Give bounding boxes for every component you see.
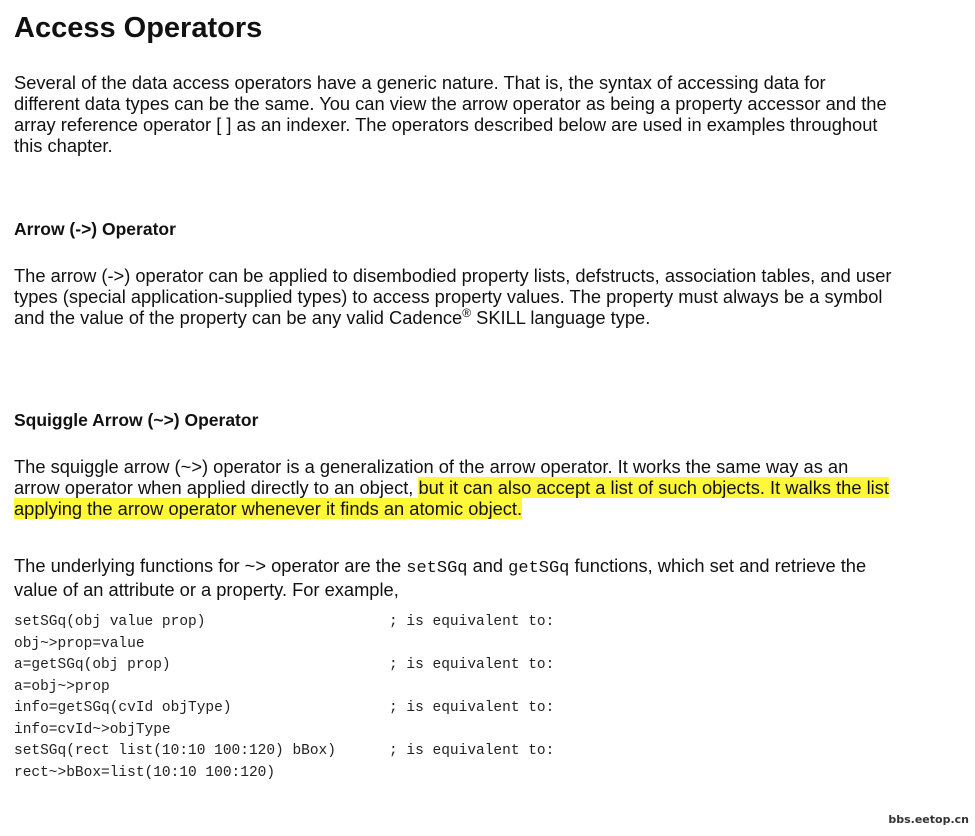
arrow-operator-heading: Arrow (->) Operator — [14, 219, 176, 239]
code-statement: info=cvId~>objType — [14, 721, 171, 738]
code-comment: ; is equivalent to: — [389, 657, 555, 673]
code-line — [14, 677, 554, 699]
squiggle-operator-body — [14, 456, 894, 519]
code-comment: ; is equivalent to: — [389, 614, 555, 630]
squiggle-text: The squiggle arrow (~>) operator is a generalization of the arrow operator. It works the same way as an arrow operator when applied directly to an object, — [14, 456, 849, 498]
code-statement: obj~>prop=value — [14, 635, 145, 652]
code-statement: info=getSGq(cvId objType) — [14, 700, 232, 716]
watermark: bbs.eetop.cn — [888, 813, 969, 826]
underlying-functions-paragraph — [14, 555, 894, 600]
squiggle-operator-heading: Squiggle Arrow (~>) Operator — [14, 410, 259, 430]
highlighted-text: but it can also accept a list of such objects. It walks the list applying the arrow operator whenever it finds an atomic object. — [14, 477, 889, 519]
intro-paragraph: Several of the data access operators have a generic nature. That is, the syntax of accessing data for different data types can be the same. You can view the arrow operator as being a property accessor and the array reference operator [ ] as an indexer. The operators described below are used in examples throughout this chapter. — [14, 72, 887, 156]
setsgq-function: setSGq — [406, 559, 468, 578]
getsgq-function: getSGq — [508, 559, 570, 578]
squiggle-operator-paragraph — [14, 456, 894, 519]
code-line — [14, 741, 554, 763]
underlying-text-c: functions, which set and retrieve the value of an attribute or a property. For example, — [14, 555, 867, 600]
code-line — [14, 634, 554, 656]
code-example — [14, 612, 554, 784]
code-line — [14, 698, 554, 720]
intro-section — [14, 72, 894, 156]
code-statement: a=obj~>prop — [14, 678, 110, 695]
code-line — [14, 720, 554, 742]
arrow-text: The arrow (->) operator can be applied to disembodied property lists, defstructs, association tables, and user types (special application-supplied types) to access property values. The property must always be a symbol and the value of the property can be any valid Cadence — [14, 265, 892, 328]
code-statement: setSGq(obj value prop) — [14, 614, 206, 630]
underlying-text-b: and — [467, 555, 509, 576]
squiggle-operator-section — [14, 410, 894, 431]
code-line — [14, 612, 554, 634]
code-statement: a=getSGq(obj prop) — [14, 657, 171, 673]
arrow-operator-body — [14, 265, 894, 328]
code-line — [14, 763, 554, 785]
code-statement: setSGq(rect list(10:10 100:120) bBox) — [14, 743, 336, 759]
arrow-operator-section — [14, 219, 894, 240]
underlying-functions — [14, 555, 894, 600]
code-line — [14, 655, 554, 677]
code-statement: rect~>bBox=list(10:10 100:120) — [14, 764, 276, 781]
underlying-text-a: The underlying functions for ~> operator are the — [14, 555, 407, 576]
arrow-operator-paragraph — [14, 265, 894, 328]
arrow-text-end: SKILL language type. — [471, 307, 651, 328]
code-comment: ; is equivalent to: — [389, 743, 555, 759]
code-comment: ; is equivalent to: — [389, 700, 555, 716]
registered-mark: ® — [462, 306, 472, 320]
page-title: Access Operators — [14, 12, 263, 44]
